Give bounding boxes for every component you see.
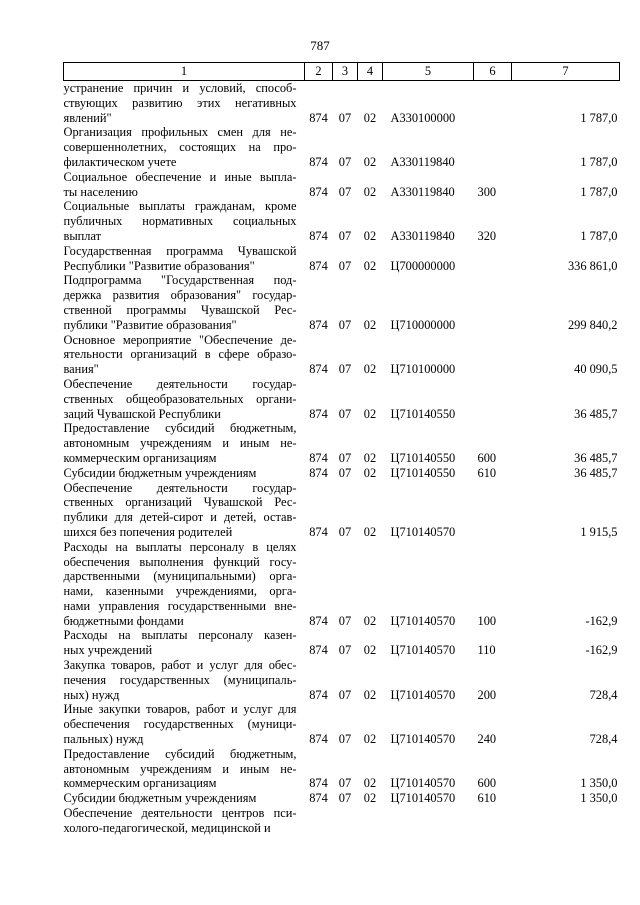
row-pr: 02 xyxy=(363,524,377,539)
row-gr: 874 xyxy=(309,465,328,480)
row-name-line: заций Чувашской Республики xyxy=(63,406,221,421)
row-pr: 02 xyxy=(363,687,377,702)
table-row xyxy=(64,806,620,836)
row-vr: 610 xyxy=(477,791,497,806)
budget-table xyxy=(63,62,620,836)
row-name-line: ственной программы Чувашской Рес- xyxy=(63,302,297,317)
row-name-line: ственных общеобразовательных органи- xyxy=(63,391,297,406)
row-name xyxy=(64,125,305,169)
row-gr: 874 xyxy=(309,317,328,332)
table-row xyxy=(64,628,620,658)
row-name-line: Иные закупки товаров, работ и услуг для xyxy=(63,702,297,717)
row-vr xyxy=(474,377,512,421)
row-name-line: публичных нормативных социальных xyxy=(63,214,297,229)
table-header xyxy=(64,63,620,81)
row-name-line: коммерческим организациям xyxy=(63,776,217,791)
row-amount: 1 787,0 xyxy=(580,154,618,169)
row-name-line: Расходы на выплаты персоналу в целях xyxy=(63,539,297,554)
row-name-line: пальных) нужд xyxy=(63,732,144,747)
row-rz: 07 xyxy=(338,406,352,421)
row-pr: 02 xyxy=(363,465,377,480)
row-name-line: автономным учреждениям и иным не- xyxy=(63,436,297,451)
row-gr: 874 xyxy=(309,184,328,199)
row-name xyxy=(64,377,305,421)
row-gr: 874 xyxy=(309,687,328,702)
row-csr: Ц710140570 xyxy=(390,524,456,539)
header-row xyxy=(64,63,620,81)
row-amount: 40 090,5 xyxy=(574,362,618,377)
row-pr: 02 xyxy=(363,184,377,199)
row-vr xyxy=(474,481,512,540)
row-name-line: Обеспечение деятельности государ- xyxy=(63,480,297,495)
row-pr: 02 xyxy=(363,154,377,169)
table-row xyxy=(64,791,620,806)
row-name-line: обеспечения выполнения функций госу- xyxy=(63,554,297,569)
table-row xyxy=(64,747,620,791)
table-row xyxy=(64,658,620,702)
row-amount: 728,4 xyxy=(589,732,618,747)
row-rz: 07 xyxy=(338,524,352,539)
row-gr: 874 xyxy=(309,524,328,539)
row-name-line: устранение причин и условий, способ- xyxy=(63,81,297,95)
row-amount xyxy=(512,806,620,836)
row-gr: 874 xyxy=(309,450,328,465)
row-amount: 36 485,7 xyxy=(574,450,618,465)
row-pr: 02 xyxy=(363,317,377,332)
row-rz: 07 xyxy=(338,687,352,702)
header-col-pr: 4 xyxy=(358,63,383,81)
table-row xyxy=(64,466,620,481)
table-row xyxy=(64,244,620,274)
row-name-line: публики "Развитие образования" xyxy=(63,317,237,332)
row-name-line: публики для детей-сирот и детей, остав- xyxy=(63,510,297,525)
row-name-line: совершеннолетних, состоящих на про- xyxy=(63,140,297,155)
row-pr: 02 xyxy=(363,732,377,747)
page-number: 787 xyxy=(310,38,330,53)
row-gr: 874 xyxy=(309,110,328,125)
table-row xyxy=(64,81,620,126)
row-csr: Ц700000000 xyxy=(390,258,456,273)
row-amount: 1 350,0 xyxy=(580,791,618,806)
row-gr: 874 xyxy=(309,776,328,791)
row-name-line: Субсидии бюджетным учреждениям xyxy=(63,465,257,480)
row-csr: А330100000 xyxy=(390,110,456,125)
header-col-gr: 2 xyxy=(305,63,333,81)
row-amount: 299 840,2 xyxy=(567,317,618,332)
row-amount: 36 485,7 xyxy=(574,465,618,480)
row-gr: 874 xyxy=(309,228,328,243)
row-amount: 1 350,0 xyxy=(580,776,618,791)
row-name xyxy=(64,791,305,806)
row-name-line: Предоставление субсидий бюджетным, xyxy=(63,421,297,436)
row-csr: А330119840 xyxy=(390,184,455,199)
row-name xyxy=(64,702,305,746)
row-csr: А330119840 xyxy=(390,228,455,243)
row-name-line: Социальное обеспечение и иные выпла- xyxy=(63,169,297,184)
row-name xyxy=(64,628,305,658)
row-vr: 600 xyxy=(477,450,497,465)
row-rz: 07 xyxy=(338,228,352,243)
row-csr xyxy=(383,806,474,836)
row-amount: 1 787,0 xyxy=(580,228,618,243)
row-name-line: вания" xyxy=(63,362,99,377)
table-row xyxy=(64,702,620,746)
row-name-line: бюджетными фондами xyxy=(63,613,184,628)
row-amount: 728,4 xyxy=(589,687,618,702)
row-rz xyxy=(333,806,358,836)
row-name-line: Социальные выплаты гражданам, кроме xyxy=(63,199,297,214)
row-vr xyxy=(474,273,512,332)
row-vr xyxy=(474,244,512,274)
row-pr: 02 xyxy=(363,643,377,658)
row-csr: Ц710140550 xyxy=(390,465,456,480)
row-name-line: Основное мероприятие "Обеспечение де- xyxy=(63,332,297,347)
row-amount: 1 787,0 xyxy=(580,184,618,199)
row-pr: 02 xyxy=(363,791,377,806)
row-gr: 874 xyxy=(309,732,328,747)
row-vr: 600 xyxy=(477,776,497,791)
row-name-line: ятельности организаций в сфере образо- xyxy=(63,347,297,362)
row-name xyxy=(64,806,305,836)
row-name xyxy=(64,421,305,465)
row-csr: Ц710140550 xyxy=(390,450,456,465)
table-row xyxy=(64,170,620,200)
row-pr: 02 xyxy=(363,228,377,243)
row-rz: 07 xyxy=(338,184,352,199)
row-name-line: обеспечения государственных (муници- xyxy=(63,717,297,732)
row-name-line: дарственными (муниципальными) орга- xyxy=(63,569,297,584)
row-name xyxy=(64,199,305,243)
row-name-line: выплат xyxy=(63,228,102,243)
row-vr: 320 xyxy=(477,228,497,243)
row-name-line: шихся без попечения родителей xyxy=(63,524,233,539)
row-name-line: Обеспечение деятельности государ- xyxy=(63,376,297,391)
row-amount: -162,9 xyxy=(585,613,618,628)
row-name xyxy=(64,747,305,791)
row-csr: Ц710100000 xyxy=(390,362,456,377)
row-csr: Ц710140570 xyxy=(390,687,456,702)
row-name-line: Организация профильных смен для не- xyxy=(63,125,297,140)
row-pr: 02 xyxy=(363,110,377,125)
row-amount: 1 787,0 xyxy=(580,110,618,125)
table-row xyxy=(64,481,620,540)
row-name-line: Республики "Развитие образования" xyxy=(63,258,255,273)
row-name xyxy=(64,540,305,629)
row-csr: А330119840 xyxy=(390,154,455,169)
row-name xyxy=(64,244,305,274)
row-rz: 07 xyxy=(338,110,352,125)
row-name xyxy=(64,81,305,126)
row-vr: 100 xyxy=(477,613,497,628)
row-vr: 200 xyxy=(477,687,497,702)
row-name xyxy=(64,333,305,377)
row-name-line: явлений" xyxy=(63,110,112,125)
row-name-line: филактическом учете xyxy=(63,154,177,169)
row-rz: 07 xyxy=(338,317,352,332)
row-name-line: Субсидии бюджетным учреждениям xyxy=(63,791,257,806)
header-col-csr: 5 xyxy=(383,63,474,81)
row-csr: Ц710140570 xyxy=(390,613,456,628)
row-name-line: Подпрограмма "Государственная под- xyxy=(63,273,297,288)
row-vr xyxy=(474,125,512,169)
row-rz: 07 xyxy=(338,154,352,169)
row-vr: 240 xyxy=(477,732,497,747)
row-gr: 874 xyxy=(309,406,328,421)
row-name-line: нами, казенными учреждениями, орга- xyxy=(63,584,297,599)
row-name xyxy=(64,481,305,540)
table-row xyxy=(64,540,620,629)
row-pr: 02 xyxy=(363,776,377,791)
row-amount: 1 915,5 xyxy=(580,524,618,539)
row-pr: 02 xyxy=(363,258,377,273)
row-csr: Ц710000000 xyxy=(390,317,456,332)
table-row xyxy=(64,273,620,332)
row-rz: 07 xyxy=(338,258,352,273)
row-gr: 874 xyxy=(309,258,328,273)
row-vr: 610 xyxy=(477,465,497,480)
row-name-line: Предоставление субсидий бюджетным, xyxy=(63,746,297,761)
row-rz: 07 xyxy=(338,732,352,747)
row-pr: 02 xyxy=(363,362,377,377)
row-pr xyxy=(358,806,383,836)
row-gr xyxy=(305,806,333,836)
row-csr: Ц710140550 xyxy=(390,406,456,421)
row-name-line: держка развития образования" государ- xyxy=(63,288,297,303)
row-name-line: Расходы на выплаты персоналу казен- xyxy=(63,628,297,643)
header-col-rz: 3 xyxy=(333,63,358,81)
row-vr: 300 xyxy=(477,184,497,199)
row-name-line: нами управления государственными вне- xyxy=(63,598,297,613)
row-rz: 07 xyxy=(338,450,352,465)
row-rz: 07 xyxy=(338,362,352,377)
row-gr: 874 xyxy=(309,791,328,806)
row-name-line: ствующих развитию этих негативных xyxy=(63,95,297,110)
row-name xyxy=(64,273,305,332)
row-name-line: холого-педагогической, медицинской и xyxy=(63,820,271,835)
row-csr: Ц710140570 xyxy=(390,791,456,806)
table-row xyxy=(64,377,620,421)
row-amount: -162,9 xyxy=(585,643,618,658)
row-name-line: ты населению xyxy=(63,184,138,199)
row-rz: 07 xyxy=(338,643,352,658)
row-vr xyxy=(474,806,512,836)
row-vr xyxy=(474,81,512,126)
row-gr: 874 xyxy=(309,154,328,169)
row-pr: 02 xyxy=(363,406,377,421)
row-vr xyxy=(474,333,512,377)
row-name-line: ных) нужд xyxy=(63,687,120,702)
row-name-line: коммерческим организациям xyxy=(63,450,217,465)
row-rz: 07 xyxy=(338,613,352,628)
table-row xyxy=(64,199,620,243)
table-row xyxy=(64,333,620,377)
row-name xyxy=(64,658,305,702)
header-col-name: 1 xyxy=(64,63,305,81)
row-vr: 110 xyxy=(477,643,496,658)
row-name xyxy=(64,466,305,481)
row-name xyxy=(64,170,305,200)
row-name-line: Обеспечение деятельности центров пси- xyxy=(63,806,297,821)
table-body xyxy=(64,81,620,836)
row-name-line: ных учреждений xyxy=(63,643,153,658)
row-pr: 02 xyxy=(363,450,377,465)
row-gr: 874 xyxy=(309,643,328,658)
row-amount: 336 861,0 xyxy=(567,258,618,273)
row-rz: 07 xyxy=(338,791,352,806)
table-row xyxy=(64,421,620,465)
row-amount: 36 485,7 xyxy=(574,406,618,421)
row-csr: Ц710140570 xyxy=(390,776,456,791)
row-rz: 07 xyxy=(338,776,352,791)
header-col-amount: 7 xyxy=(512,63,620,81)
row-name-line: ственных организаций Чувашской Рес- xyxy=(63,495,297,510)
row-name-line: Закупка товаров, работ и услуг для обес- xyxy=(63,658,297,673)
row-name-line: печения государственных (муниципаль- xyxy=(63,672,297,687)
row-gr: 874 xyxy=(309,362,328,377)
row-rz: 07 xyxy=(338,465,352,480)
row-csr: Ц710140570 xyxy=(390,643,456,658)
table-row xyxy=(64,125,620,169)
header-col-vr: 6 xyxy=(474,63,512,81)
row-csr: Ц710140570 xyxy=(390,732,456,747)
row-gr: 874 xyxy=(309,613,328,628)
row-pr: 02 xyxy=(363,613,377,628)
row-name-line: Государственная программа Чувашской xyxy=(63,243,297,258)
row-name-line: автономным учреждениям и иным не- xyxy=(63,761,297,776)
